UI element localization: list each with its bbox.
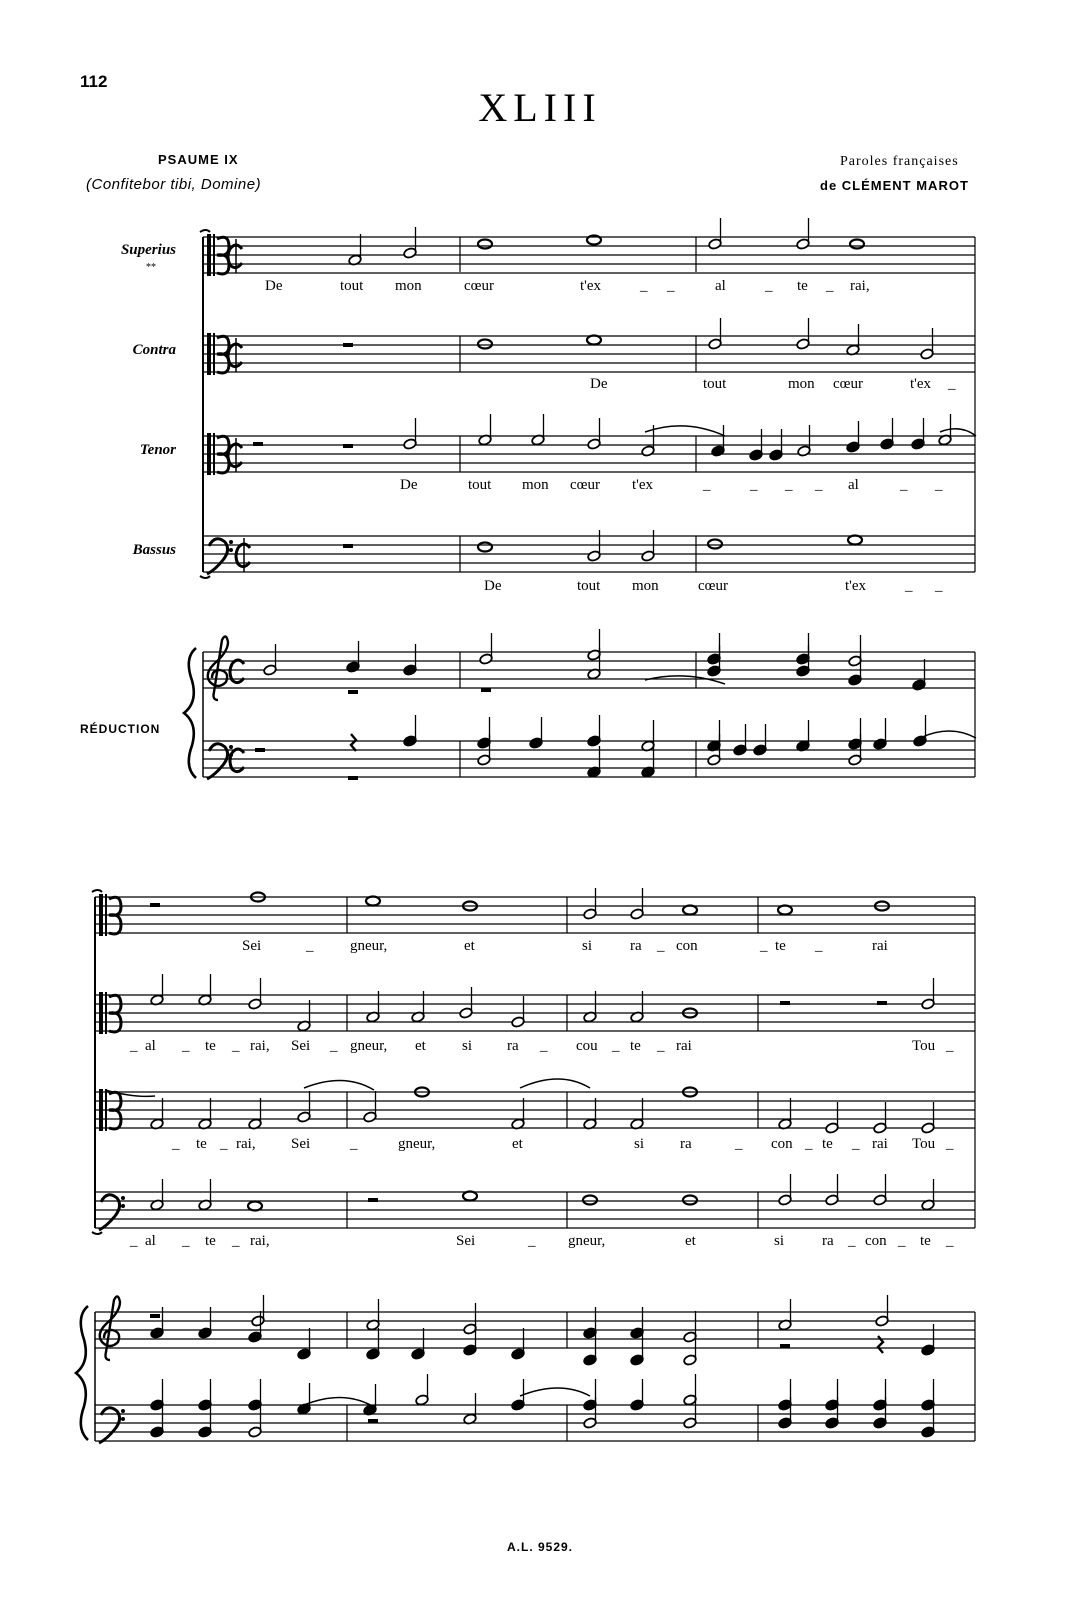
lyric-syllable: _	[765, 278, 773, 294]
lyric-syllable: rai	[872, 938, 888, 954]
system-bracket	[92, 890, 102, 1234]
lyric-syllable: Tou	[912, 1136, 936, 1152]
lyric-syllable: _	[703, 477, 711, 493]
voice-label-superius: Superius	[120, 242, 176, 258]
tie-slur	[645, 676, 725, 684]
lyric-syllable: et	[415, 1038, 426, 1054]
lyric-syllable: De	[400, 477, 418, 493]
bass-clef	[121, 1417, 125, 1421]
c-clef	[109, 897, 121, 934]
lyric-syllable: ra	[822, 1233, 834, 1249]
c-clef	[105, 992, 107, 1034]
psalm-number: PSAUME IX	[158, 152, 239, 167]
lyric-syllable: _	[182, 1038, 190, 1054]
piece-title: XLIII	[478, 85, 602, 130]
tie-slur	[520, 1079, 590, 1088]
half-rest	[348, 690, 358, 694]
lyric-syllable: si	[774, 1233, 785, 1249]
half-rest	[150, 1314, 160, 1318]
bass-clef	[207, 744, 228, 779]
lyric-syllable: _	[657, 1038, 665, 1054]
quarter-rest	[351, 734, 356, 751]
half-rest	[877, 1001, 887, 1005]
lyric-syllable: tout	[577, 578, 601, 594]
lyric-syllable: _	[640, 278, 648, 294]
tie-slur	[304, 1080, 374, 1090]
lyric-syllable: rai	[872, 1136, 888, 1152]
lyric-syllable: si	[634, 1136, 645, 1152]
c-clef	[207, 333, 211, 375]
c-clef	[207, 433, 211, 475]
voice-label-tenor: Tenor	[139, 442, 176, 458]
bass-clef	[207, 539, 228, 574]
lyric-syllable: Sei	[291, 1136, 311, 1152]
lyric-syllable: Sei	[456, 1233, 476, 1249]
whole-note	[683, 1196, 697, 1205]
c-clef	[213, 333, 215, 375]
lyric-syllable: _	[172, 1136, 180, 1152]
piano-brace	[76, 1306, 88, 1440]
c-clef	[99, 1089, 103, 1131]
whole-note	[248, 1202, 262, 1211]
lyric-syllable: t'ex	[910, 376, 932, 392]
c-clef	[109, 1092, 121, 1129]
lyric-syllable: _	[750, 477, 758, 493]
c-clef	[105, 1089, 107, 1131]
lyric-syllable: mon	[632, 578, 659, 594]
bass-clef	[121, 1196, 125, 1200]
whole-note	[583, 1196, 597, 1205]
c-clef	[213, 433, 215, 475]
page-number: 112	[80, 72, 108, 91]
treble-clef	[208, 636, 228, 700]
tie-slur	[920, 731, 976, 738]
lyric-syllable: _	[350, 1136, 358, 1152]
lyric-syllable: ra	[630, 938, 642, 954]
lyric-syllable: te	[797, 278, 808, 294]
lyric-syllable: _	[735, 1136, 743, 1152]
attribution-line2: de CLÉMENT MAROT	[820, 178, 969, 193]
half-rest	[481, 688, 491, 692]
bass-clef	[229, 745, 233, 749]
lyric-syllable: cœur	[833, 376, 863, 392]
lyric-syllable: te	[205, 1038, 216, 1054]
whole-note	[850, 240, 864, 249]
superius-footnote-mark: **	[146, 262, 156, 273]
lyric-syllable: _	[657, 938, 665, 954]
half-rest	[343, 343, 353, 347]
lyric-syllable: et	[464, 938, 475, 954]
bass-clef	[99, 1408, 120, 1443]
lyric-syllable: De	[265, 278, 283, 294]
whole-note	[778, 906, 792, 915]
lyric-syllable: tout	[468, 477, 492, 493]
c-clef	[99, 992, 103, 1034]
lyric-syllable: mon	[522, 477, 549, 493]
lyric-syllable: te	[822, 1136, 833, 1152]
lyric-syllable: _	[612, 1038, 620, 1054]
lyric-syllable: rai,	[250, 1233, 270, 1249]
lyric-syllable: rai,	[250, 1038, 270, 1054]
lyric-syllable: _	[815, 938, 823, 954]
lyric-syllable: _	[330, 1038, 338, 1054]
tie-slur	[645, 426, 725, 436]
lyric-syllable: cœur	[570, 477, 600, 493]
lyric-syllable: rai,	[850, 278, 870, 294]
whole-note	[478, 340, 492, 349]
lyric-syllable: te	[205, 1233, 216, 1249]
half-rest	[343, 544, 353, 548]
lyric-syllable: gneur,	[568, 1233, 606, 1249]
lyric-syllable: _	[220, 1136, 228, 1152]
lyric-syllable: _	[805, 1136, 813, 1152]
half-rest	[255, 748, 265, 752]
whole-note	[848, 536, 862, 545]
lyric-syllable: _	[826, 278, 834, 294]
half-rest	[343, 444, 353, 448]
lyric-syllable: _	[852, 1136, 860, 1152]
lyric-syllable: gneur,	[398, 1136, 436, 1152]
voice-label-bassus: Bassus	[132, 542, 176, 558]
lyric-syllable: gneur,	[350, 938, 388, 954]
lyric-syllable: De	[484, 578, 502, 594]
lyric-syllable: _	[528, 1233, 536, 1249]
bass-clef	[121, 1204, 125, 1208]
half-rest	[253, 442, 263, 446]
lyric-syllable: tout	[340, 278, 364, 294]
lyric-syllable: _	[306, 938, 314, 954]
voice-label-contra: Contra	[132, 342, 176, 358]
lyric-syllable: _	[935, 477, 943, 493]
lyric-syllable: tout	[703, 376, 727, 392]
lyric-syllable: con	[771, 1136, 793, 1152]
c-clef	[109, 995, 121, 1032]
lyric-syllable: _	[232, 1038, 240, 1054]
lyric-syllable: t'ex	[845, 578, 867, 594]
lyric-syllable: gneur,	[350, 1038, 388, 1054]
whole-note	[463, 1192, 477, 1201]
lyric-syllable: mon	[395, 278, 422, 294]
lyric-syllable: si	[582, 938, 593, 954]
lyric-syllable: _	[905, 578, 913, 594]
bass-clef	[121, 1409, 125, 1413]
half-rest	[780, 1001, 790, 1005]
lyric-syllable: _	[848, 1233, 856, 1249]
lyric-syllable: con	[865, 1233, 887, 1249]
half-rest	[780, 1344, 790, 1348]
whole-note	[478, 543, 492, 552]
lyric-syllable: _	[946, 1136, 954, 1152]
bass-clef	[229, 540, 233, 544]
treble-clef	[100, 1296, 120, 1360]
reduction-label: RÉDUCTION	[80, 722, 161, 736]
psalm-latin-title: (Confitebor tibi, Domine)	[86, 176, 262, 193]
lyric-syllable: _	[946, 1233, 954, 1249]
lyric-syllable: et	[512, 1136, 523, 1152]
lyric-syllable: _	[815, 477, 823, 493]
lyric-syllable: rai,	[236, 1136, 256, 1152]
whole-note	[587, 336, 601, 345]
lyric-syllable: _	[760, 938, 768, 954]
plate-number: A.L. 9529.	[506, 1540, 574, 1554]
lyric-syllable: al	[715, 278, 726, 294]
system-bracket	[200, 230, 210, 578]
bass-clef	[229, 548, 233, 552]
lyric-syllable: t'ex	[580, 278, 602, 294]
lyric-syllable: te	[196, 1136, 207, 1152]
lyric-syllable: _	[130, 1233, 138, 1249]
whole-note	[708, 540, 722, 549]
lyric-syllable: _	[130, 1038, 138, 1054]
lyric-syllable: mon	[788, 376, 815, 392]
lyric-syllable: _	[667, 278, 675, 294]
lyric-syllable: al	[145, 1233, 156, 1249]
lyric-syllable: et	[685, 1233, 696, 1249]
c-clef	[105, 894, 107, 936]
lyric-syllable: _	[182, 1233, 190, 1249]
lyric-syllable: _	[540, 1038, 548, 1054]
lyric-syllable: ra	[680, 1136, 692, 1152]
lyric-syllable: _	[785, 477, 793, 493]
half-rest	[368, 1198, 378, 1202]
tie-slur	[520, 1388, 590, 1396]
lyric-syllable: cœur	[464, 278, 494, 294]
half-rest	[348, 776, 358, 780]
lyric-syllable: ra	[507, 1038, 519, 1054]
lyric-syllable: con	[676, 938, 698, 954]
lyric-syllable: cou	[576, 1038, 598, 1054]
lyric-syllable: si	[462, 1038, 473, 1054]
lyric-syllable: t'ex	[632, 477, 654, 493]
lyric-syllable: te	[920, 1233, 931, 1249]
lyric-syllable: Tou	[912, 1038, 936, 1054]
lyric-syllable: Sei	[242, 938, 262, 954]
lyric-syllable: _	[948, 376, 956, 392]
lyric-syllable: cœur	[698, 578, 728, 594]
lyric-syllable: Sei	[291, 1038, 311, 1054]
half-rest	[150, 903, 160, 907]
attribution-line1: Paroles françaises	[840, 154, 959, 169]
whole-note	[478, 240, 492, 249]
lyric-syllable: _	[935, 578, 943, 594]
half-rest	[368, 1419, 378, 1423]
lyric-syllable: rai	[676, 1038, 692, 1054]
lyric-syllable: al	[848, 477, 859, 493]
lyric-syllable: te	[630, 1038, 641, 1054]
c-clef	[213, 234, 215, 276]
lyric-syllable: _	[946, 1038, 954, 1054]
bass-clef	[99, 1195, 120, 1230]
lyric-syllable: _	[232, 1233, 240, 1249]
lyric-syllable: _	[898, 1233, 906, 1249]
piano-brace	[184, 648, 196, 778]
lyric-syllable: te	[775, 938, 786, 954]
whole-note	[683, 906, 697, 915]
lyric-syllable: _	[900, 477, 908, 493]
c-clef	[207, 234, 211, 276]
c-clef	[99, 894, 103, 936]
lyric-syllable: al	[145, 1038, 156, 1054]
lyric-syllable: De	[590, 376, 608, 392]
whole-note	[366, 897, 380, 906]
